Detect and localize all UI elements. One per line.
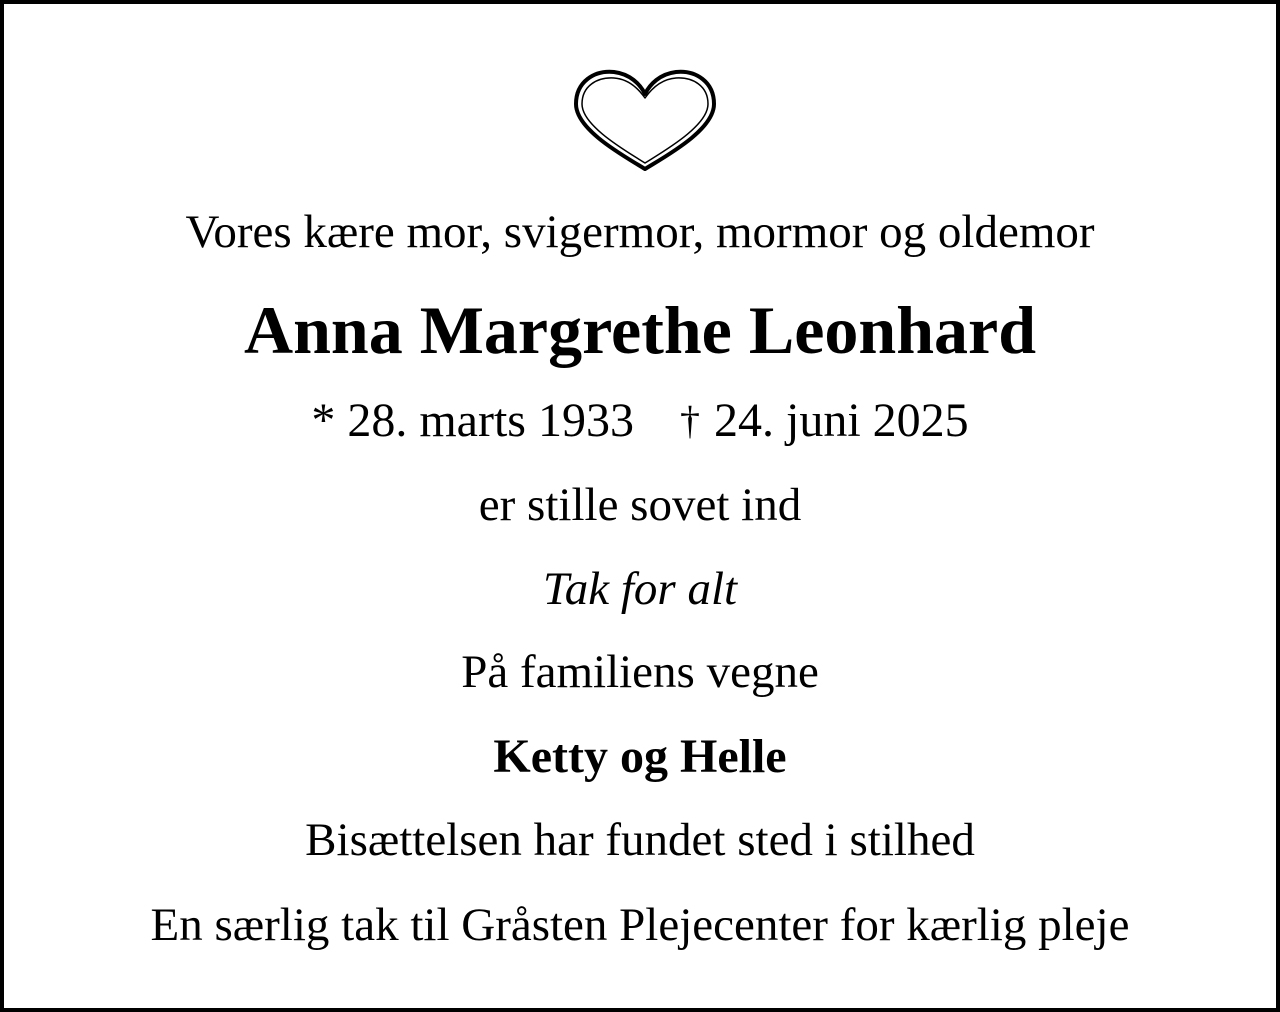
death-date: 24. juni 2025 (713, 394, 969, 447)
life-dates (4, 394, 1276, 447)
passed-text: er stille sovet ind (478, 479, 802, 531)
deceased-name: Anna Margrethe Leonhard (243, 292, 1037, 368)
cross-icon: † (679, 398, 700, 443)
funeral-text: Bisættelsen har fundet sted i stilhed (305, 814, 975, 866)
heart-icon (572, 68, 718, 174)
thanks-text: Tak for alt (542, 563, 738, 615)
birth-date: * 28. marts 1933 (311, 394, 634, 447)
signers: Ketty og Helle (493, 730, 787, 783)
on-behalf-text: På familiens vegne (461, 646, 819, 698)
intro-text: Vores kære mor, svigermor, mormor og oldemor (185, 206, 1095, 258)
special-thanks-text: En særlig tak til Gråsten Plejecenter for kærlig pleje (150, 899, 1130, 951)
